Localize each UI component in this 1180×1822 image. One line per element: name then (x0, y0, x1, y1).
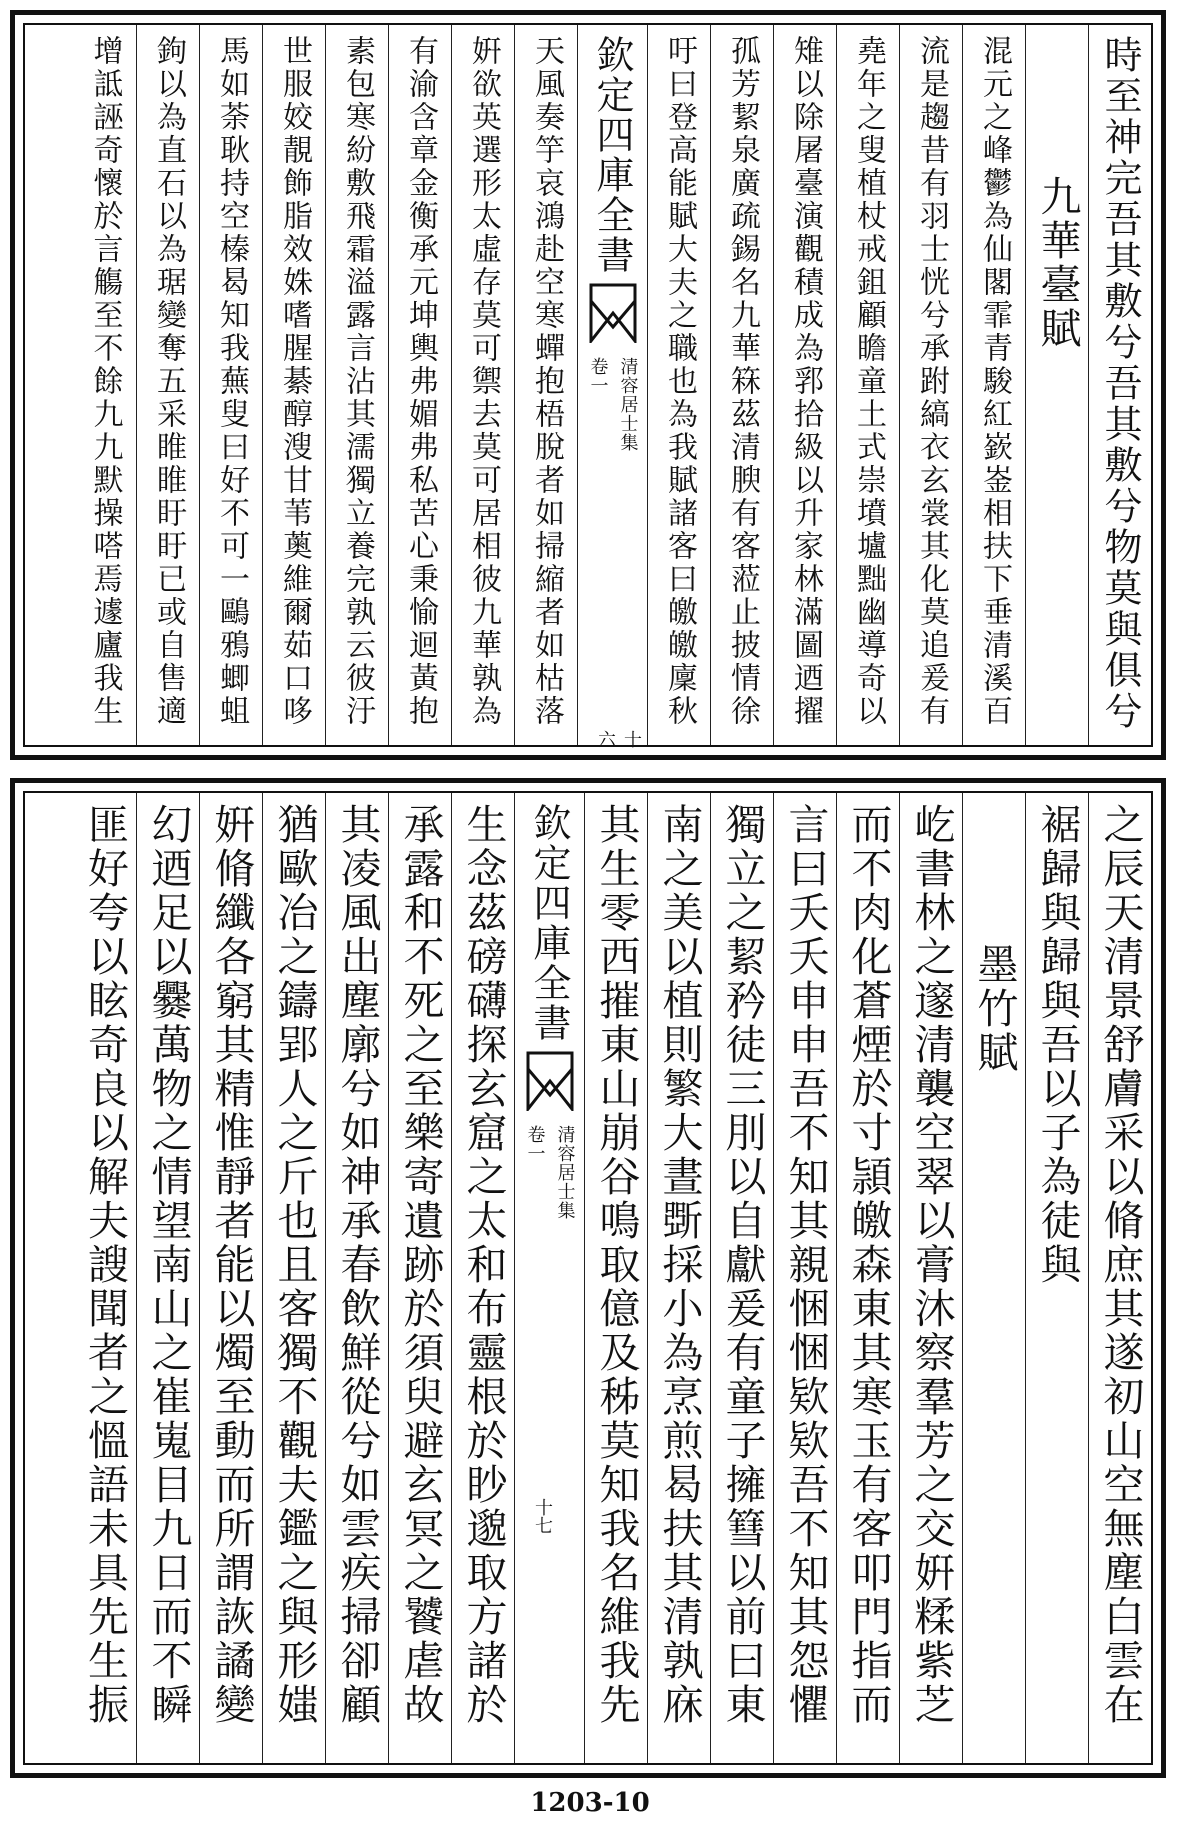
text-column (773, 793, 836, 1763)
center-fold-column (514, 793, 584, 1763)
column-text: 南之美以植則繁大晝斲採小為烹煎曷扶其清孰庥 (655, 803, 704, 1727)
column-text: 流是趨昔有羽士恍兮承跗縞衣玄裳其化莫追爰有 (914, 35, 949, 728)
column-text: 其凌風出塵廓兮如神承春飲鮮從兮如雲疾掃卻顧 (333, 803, 382, 1727)
text-column (262, 793, 325, 1763)
text-column (584, 793, 647, 1763)
text-column (710, 793, 773, 1763)
text-column (136, 25, 199, 745)
text-column (388, 25, 451, 745)
column-text: 姸脩纖各窮其精惟靜者能以燭至動而所謂詼譎變 (207, 803, 256, 1727)
text-column (1025, 793, 1088, 1763)
column-text: 幻迺足以爨萬物之情望南山之崔嵬目九日而不瞬 (144, 803, 193, 1727)
center-volume: 卷一 (587, 357, 609, 395)
column-text: 堯年之叟植杖戒鉏顧瞻童土式崇墳壚黜幽導奇以 (851, 35, 886, 728)
text-column (136, 793, 199, 1763)
column-text: 世服姣靚飾脂效姝嗜腥綦醇溲甘苇薁維爾茹口哆 (277, 35, 312, 728)
column-text: 獨立之絜矜徒三刖以自獻爰有童子擁篲以前曰東 (718, 803, 767, 1727)
center-page-number: 十七 (532, 1498, 553, 1534)
column-text: 鉤以為直石以為琚變奪五采睢睢盱盱已或自售適 (151, 35, 186, 728)
center-header (522, 1125, 578, 1220)
center-title: 欽定四庫全書 (527, 803, 571, 1043)
text-column (647, 25, 710, 745)
column-text: 承露和不死之至樂寄遺跡於須臾避玄冥之饕虐故 (396, 803, 445, 1727)
column-text: 時至神完吾其敷兮吾其敷兮物莫與俱兮 (1098, 35, 1142, 732)
column-text: 混元之峰鬱為仙閣霏青駿紅嶔崟相扶下垂清溪百 (977, 35, 1012, 728)
column-text: 匪好夸以眩奇良以解夫謏聞者之慍語未具先生振 (81, 803, 129, 1727)
center-header (585, 357, 641, 452)
text-column (899, 793, 962, 1763)
text-column (325, 793, 388, 1763)
top-page-columns (23, 23, 1153, 747)
center-book-title: 清容居士集 (554, 1125, 576, 1220)
text-column (647, 793, 710, 1763)
top-page-frame (10, 10, 1166, 760)
text-column (1088, 25, 1151, 745)
column-text: 增詆誣奇懷於言觴至不餘九九默操嗒焉遽廬我生 (87, 35, 123, 728)
column-text: 其生零西摧東山崩谷鳴取億及秭莫知我名維我先 (592, 803, 641, 1727)
column-text: 裾歸與歸與吾以子為徒與 (1033, 803, 1082, 1287)
text-column (73, 793, 136, 1763)
column-text: 天風奏竽哀鴻赴空寒蟬抱梧脫者如掃縮者如枯落 (529, 35, 564, 728)
text-column (710, 25, 773, 745)
page-number-footer: 1203-10 (530, 1788, 650, 1818)
section-title: 墨竹賦 (970, 943, 1019, 1075)
column-text: 姸欲英選形太虛存莫可禦去莫可居相彼九華孰為 (466, 35, 501, 728)
column-text: 而不肉化蒼煙於寸頴皦森東其寒玉有客叩門指而 (844, 803, 893, 1727)
section-title-column (1025, 25, 1088, 745)
center-book-title: 清容居士集 (617, 357, 639, 452)
fish-tail-mark-icon (589, 283, 637, 343)
text-column (262, 25, 325, 745)
column-text: 吁曰登高能賦大夫之職也為我賦諸客曰皦皦廩秋 (662, 35, 697, 728)
column-text: 屹書林之邃清襲空翠以膏沐察羣芳之交姸糅紫芝 (907, 803, 956, 1727)
column-text: 素包寒紛敷飛霜溢露言沾其濡獨立養完孰云彼汙 (340, 35, 375, 728)
center-title: 欽定四庫全書 (590, 35, 634, 275)
text-column (1088, 793, 1151, 1763)
text-column (773, 25, 836, 745)
text-column (836, 25, 899, 745)
center-fold-column (577, 25, 647, 748)
text-column (451, 25, 514, 745)
text-column (899, 25, 962, 745)
column-text: 孤芳絜泉廣疏錫名九華箖茲清腴有客蒞止披情徐 (725, 35, 760, 728)
section-title: 九華臺賦 (1033, 175, 1082, 351)
text-column (199, 25, 262, 745)
column-text: 有渝含章金衡承元坤輿弗媚弗私苦心秉愉迴黃抱 (403, 35, 438, 728)
text-column (73, 25, 136, 745)
section-title-column (962, 793, 1025, 1763)
text-column (962, 25, 1025, 745)
text-column (514, 25, 577, 745)
text-column (836, 793, 899, 1763)
text-column (199, 793, 262, 1763)
bottom-page-columns (23, 791, 1153, 1765)
column-text: 猶歐冶之鑄郢人之斤也且客獨不觀夫鑑之與形媸 (270, 803, 319, 1727)
column-text: 之辰天清景舒膚采以脩庶其遂初山空無塵白雲在 (1096, 803, 1145, 1727)
fish-tail-mark-icon (526, 1051, 574, 1111)
text-column (451, 793, 514, 1763)
column-text: 雉以除屠臺演觀積成為郛拾級以升家林滿圖迺擢 (788, 35, 823, 728)
bottom-page-frame (10, 778, 1166, 1778)
text-column (388, 793, 451, 1763)
column-text: 生念茲磅礴探玄窟之太和布靈根於眇邈取方諸於 (459, 803, 508, 1727)
center-page-number: 十六 (595, 730, 642, 748)
column-text: 馬如荼耿持空榛曷知我蕪叟曰好不可一鷗鴉蝍蛆 (214, 35, 249, 728)
column-text: 言曰夭夭申申吾不知其親悃悃欵欵吾不知其怨懼 (781, 803, 830, 1727)
text-column (325, 25, 388, 745)
center-volume: 卷一 (524, 1125, 546, 1163)
